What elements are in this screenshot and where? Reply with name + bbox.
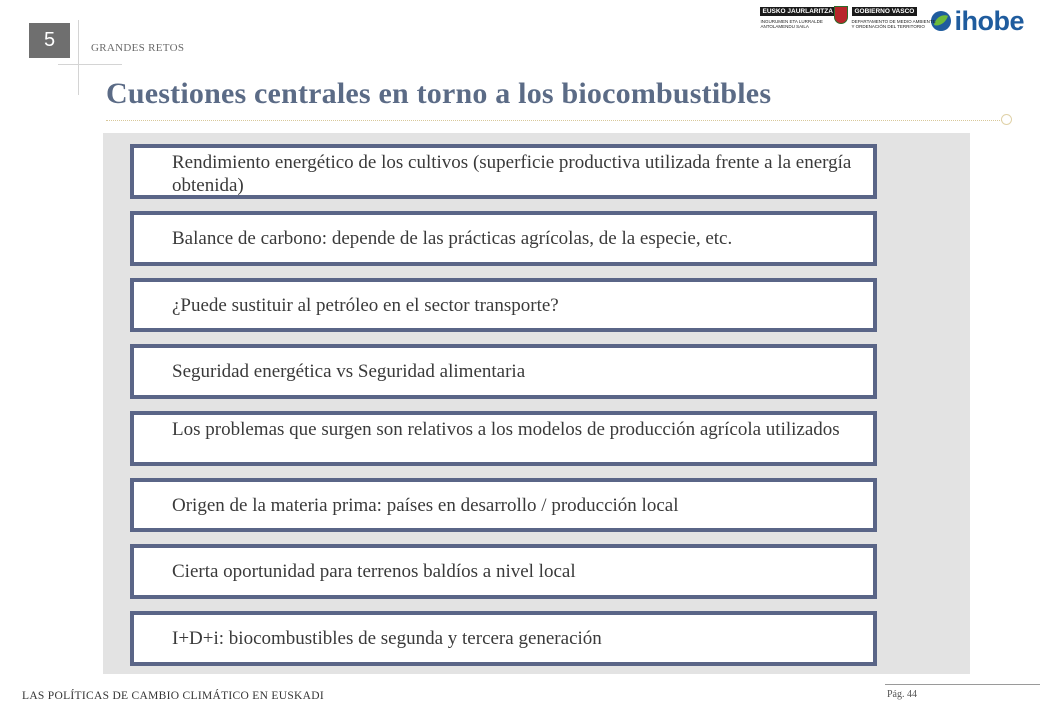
issue-text: Origen de la materia prima: países en desarrollo / producción local xyxy=(172,494,679,516)
issue-box-1 xyxy=(130,144,877,199)
issue-text: Los problemas que surgen son relativos a los modelos de producción agrícola utilizados xyxy=(172,419,840,440)
title-underline xyxy=(106,120,1002,121)
header-horizontal-divider xyxy=(58,64,122,65)
issue-box-4 xyxy=(130,344,877,399)
footer-title: LAS POLÍTICAS DE CAMBIO CLIMÁTICO EN EUSKADI xyxy=(22,690,324,702)
issue-box-5 xyxy=(130,411,877,466)
footer-divider xyxy=(885,684,1040,685)
issue-box-7 xyxy=(130,544,877,599)
page-title: Cuestiones centrales en torno a los biocombustibles xyxy=(106,77,772,110)
issue-box-3 xyxy=(130,278,877,332)
title-underline-end-circle xyxy=(1001,114,1012,125)
gv-logo-sub-left: INGURUMEN ETA LURRALDE ANTOLAMENDU SAILA xyxy=(760,19,823,29)
gv-logo-sub-right: DEPARTAMENTO DE MEDIO AMBIENTE Y ORDENACIÓN DEL TERRITORIO xyxy=(851,19,936,29)
header-logos xyxy=(760,5,1025,37)
issue-text: Seguridad energética vs Seguridad alimentaria xyxy=(172,361,526,382)
gv-logo-eusko-text: EUSKO JAURLARITZA xyxy=(760,7,836,16)
ihobe-logo xyxy=(930,5,1025,36)
page-number: Pág. 44 xyxy=(887,689,917,700)
issue-text: Cierta oportunidad para terrenos baldíos a nivel local xyxy=(172,561,576,582)
issue-text: ¿Puede sustituir al petróleo en el sector transporte? xyxy=(172,294,559,316)
issue-box-8 xyxy=(130,611,877,666)
ihobe-logo-text: ihobe xyxy=(954,5,1024,36)
section-number-badge: 5 xyxy=(29,23,70,58)
issue-text: Rendimiento energético de los cultivos (superficie productiva utilizada frente a la energía obtenida) xyxy=(172,152,852,196)
issue-box-6 xyxy=(130,478,877,532)
gobierno-vasco-logo xyxy=(760,5,936,37)
gv-shield-icon xyxy=(834,6,848,24)
issue-text: Balance de carbono: depende de las prácticas agrícolas, de la especie, etc. xyxy=(172,228,733,249)
gv-logo-gobierno-text: GOBIERNO VASCO xyxy=(852,7,918,16)
issue-text: I+D+i: biocombustibles de segunda y tercera generación xyxy=(172,628,602,649)
header-vertical-divider xyxy=(78,20,79,95)
section-label: GRANDES RETOS xyxy=(91,42,185,54)
issue-box-2 xyxy=(130,211,877,266)
